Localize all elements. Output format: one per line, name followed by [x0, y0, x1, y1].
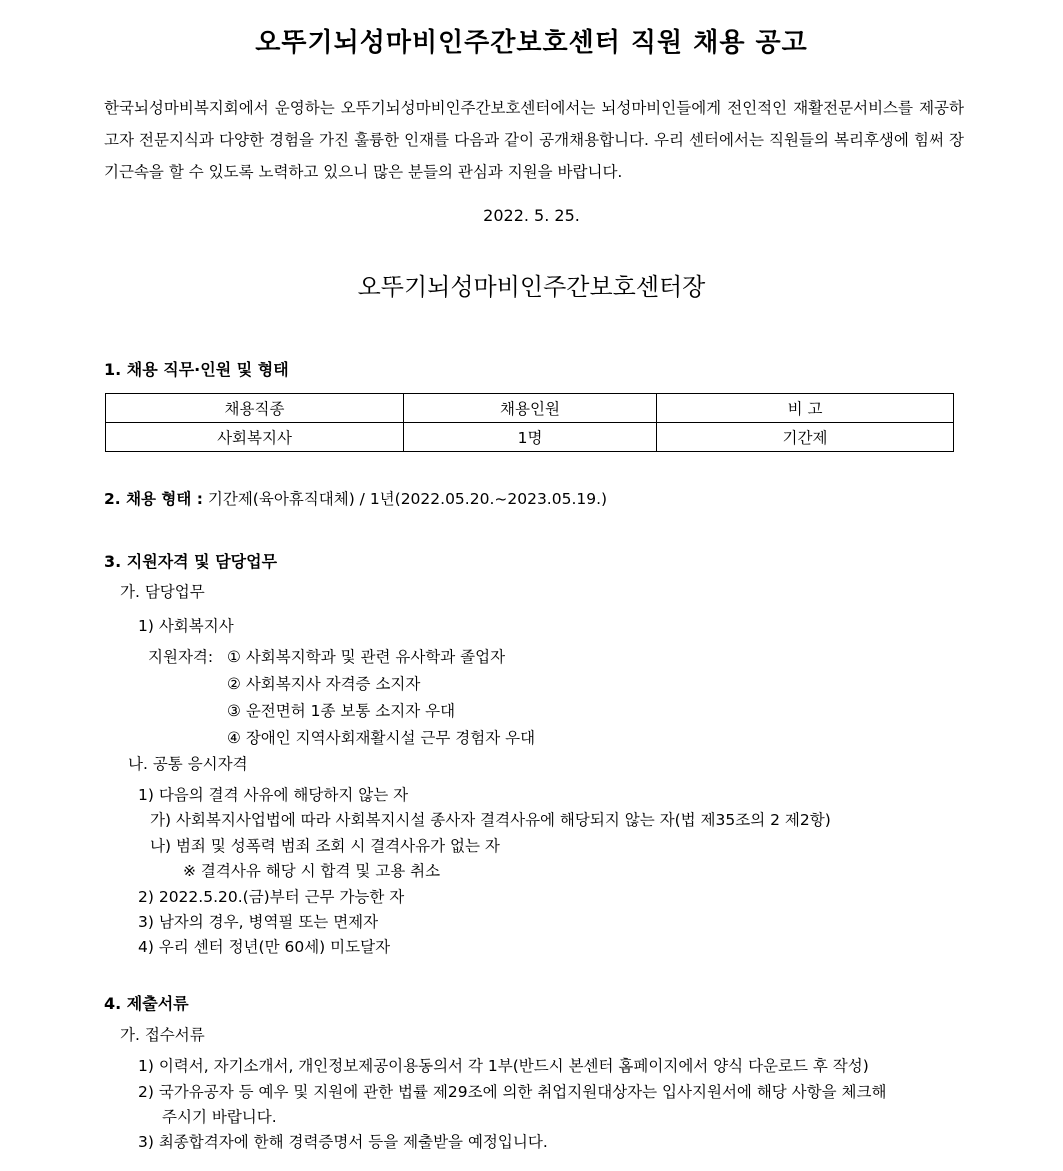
s3-na: 나. 공통 응시자격 — [128, 755, 248, 773]
s3-na-2: 2) 2022.5.20.(금)부터 근무 가능한 자 — [138, 888, 405, 906]
s3-na-1-na: 나) 범죄 및 성폭력 범죄 조회 시 결격사유가 없는 자 — [150, 837, 500, 855]
s3-na-1-note: ※ 결격사유 해당 시 합격 및 고용 취소 — [183, 862, 441, 880]
s4-item-3: 3) 최종합격자에 한해 경력증명서 등을 제출받을 예정입니다. — [138, 1133, 548, 1151]
organization-signature: 오뚜기뇌성마비인주간보호센터장 — [357, 273, 706, 301]
announcement-date: 2022. 5. 25. — [483, 206, 580, 225]
qualification-item: ③ 운전면허 1종 보통 소지자 우대 — [227, 702, 456, 720]
qualification-item: ② 사회복지사 자격증 소지자 — [227, 675, 421, 693]
section-2-value: 기간제(육아휴직대체) / 1년(2022.05.20.~2023.05.19.) — [207, 490, 608, 508]
table-cell: 1명 — [404, 423, 657, 452]
s4-item-2: 2) 국가유공자 등 예우 및 지원에 관한 법률 제29조에 의한 취업지원대상자는 입사지원서에 해당 사항을 체크해 — [138, 1083, 887, 1101]
qualification-label: 지원자격: — [148, 648, 214, 666]
section-2-label: 2. 채용 형태 : — [104, 490, 203, 508]
section-1-heading: 1. 채용 직무·인원 및 형태 — [104, 360, 289, 379]
qualification-item: ① 사회복지학과 및 관련 유사학과 졸업자 — [227, 648, 506, 666]
table-header-cell: 비 고 — [657, 394, 954, 423]
s3-na-4: 4) 우리 센터 정년(만 60세) 미도달자 — [138, 938, 391, 956]
page-title: 오뚜기뇌성마비인주간보호센터 직원 채용 공고 — [255, 28, 808, 58]
table-header-cell: 채용직종 — [106, 394, 404, 423]
s3-na-1: 1) 다음의 결격 사유에 해당하지 않는 자 — [138, 786, 409, 804]
s3-ga-1: 1) 사회복지사 — [138, 617, 234, 635]
table-cell: 기간제 — [657, 423, 954, 452]
table-row — [106, 423, 954, 452]
table-header-row — [106, 394, 954, 423]
s3-ga: 가. 담당업무 — [120, 583, 205, 601]
section-3-heading: 3. 지원자격 및 담당업무 — [104, 552, 278, 571]
intro-paragraph: 한국뇌성마비복지회에서 운영하는 오뚜기뇌성마비인주간보호센터에서는 뇌성마비인들에게 전인적인 재활전문서비스를 제공하고자 전문지식과 다양한 경험을 가진 훌륭한 인재를 다음과 같이 공개채용합니다. 우리 센터에서는 직원들의 복리후생에 힘써 장기근속을 할 수 있도록 노력하고 있으니 많은 분들의 관심과 지원을 바랍니다. — [104, 99, 964, 181]
s3-na-1-ga: 가) 사회복지사업법에 따라 사회복지시설 종사자 결격사유에 해당되지 않는 자(법 제35조의 2 제2항) — [150, 811, 831, 829]
qualification-item: ④ 장애인 지역사회재활시설 근무 경험자 우대 — [227, 729, 536, 747]
s4-item-1: 1) 이력서, 자기소개서, 개인정보제공이용동의서 각 1부(반드시 본센터 홈페이지에서 양식 다운로드 후 작성) — [138, 1057, 869, 1075]
recruitment-table — [105, 393, 954, 452]
table-header-cell: 채용인원 — [404, 394, 657, 423]
s4-item-2-cont: 주시기 바랍니다. — [162, 1108, 277, 1126]
table-cell: 사회복지사 — [106, 423, 404, 452]
s4-ga: 가. 접수서류 — [120, 1026, 205, 1044]
s3-na-3: 3) 남자의 경우, 병역필 또는 면제자 — [138, 913, 379, 931]
section-2-line — [104, 487, 607, 509]
section-4-heading: 4. 제출서류 — [104, 994, 189, 1013]
